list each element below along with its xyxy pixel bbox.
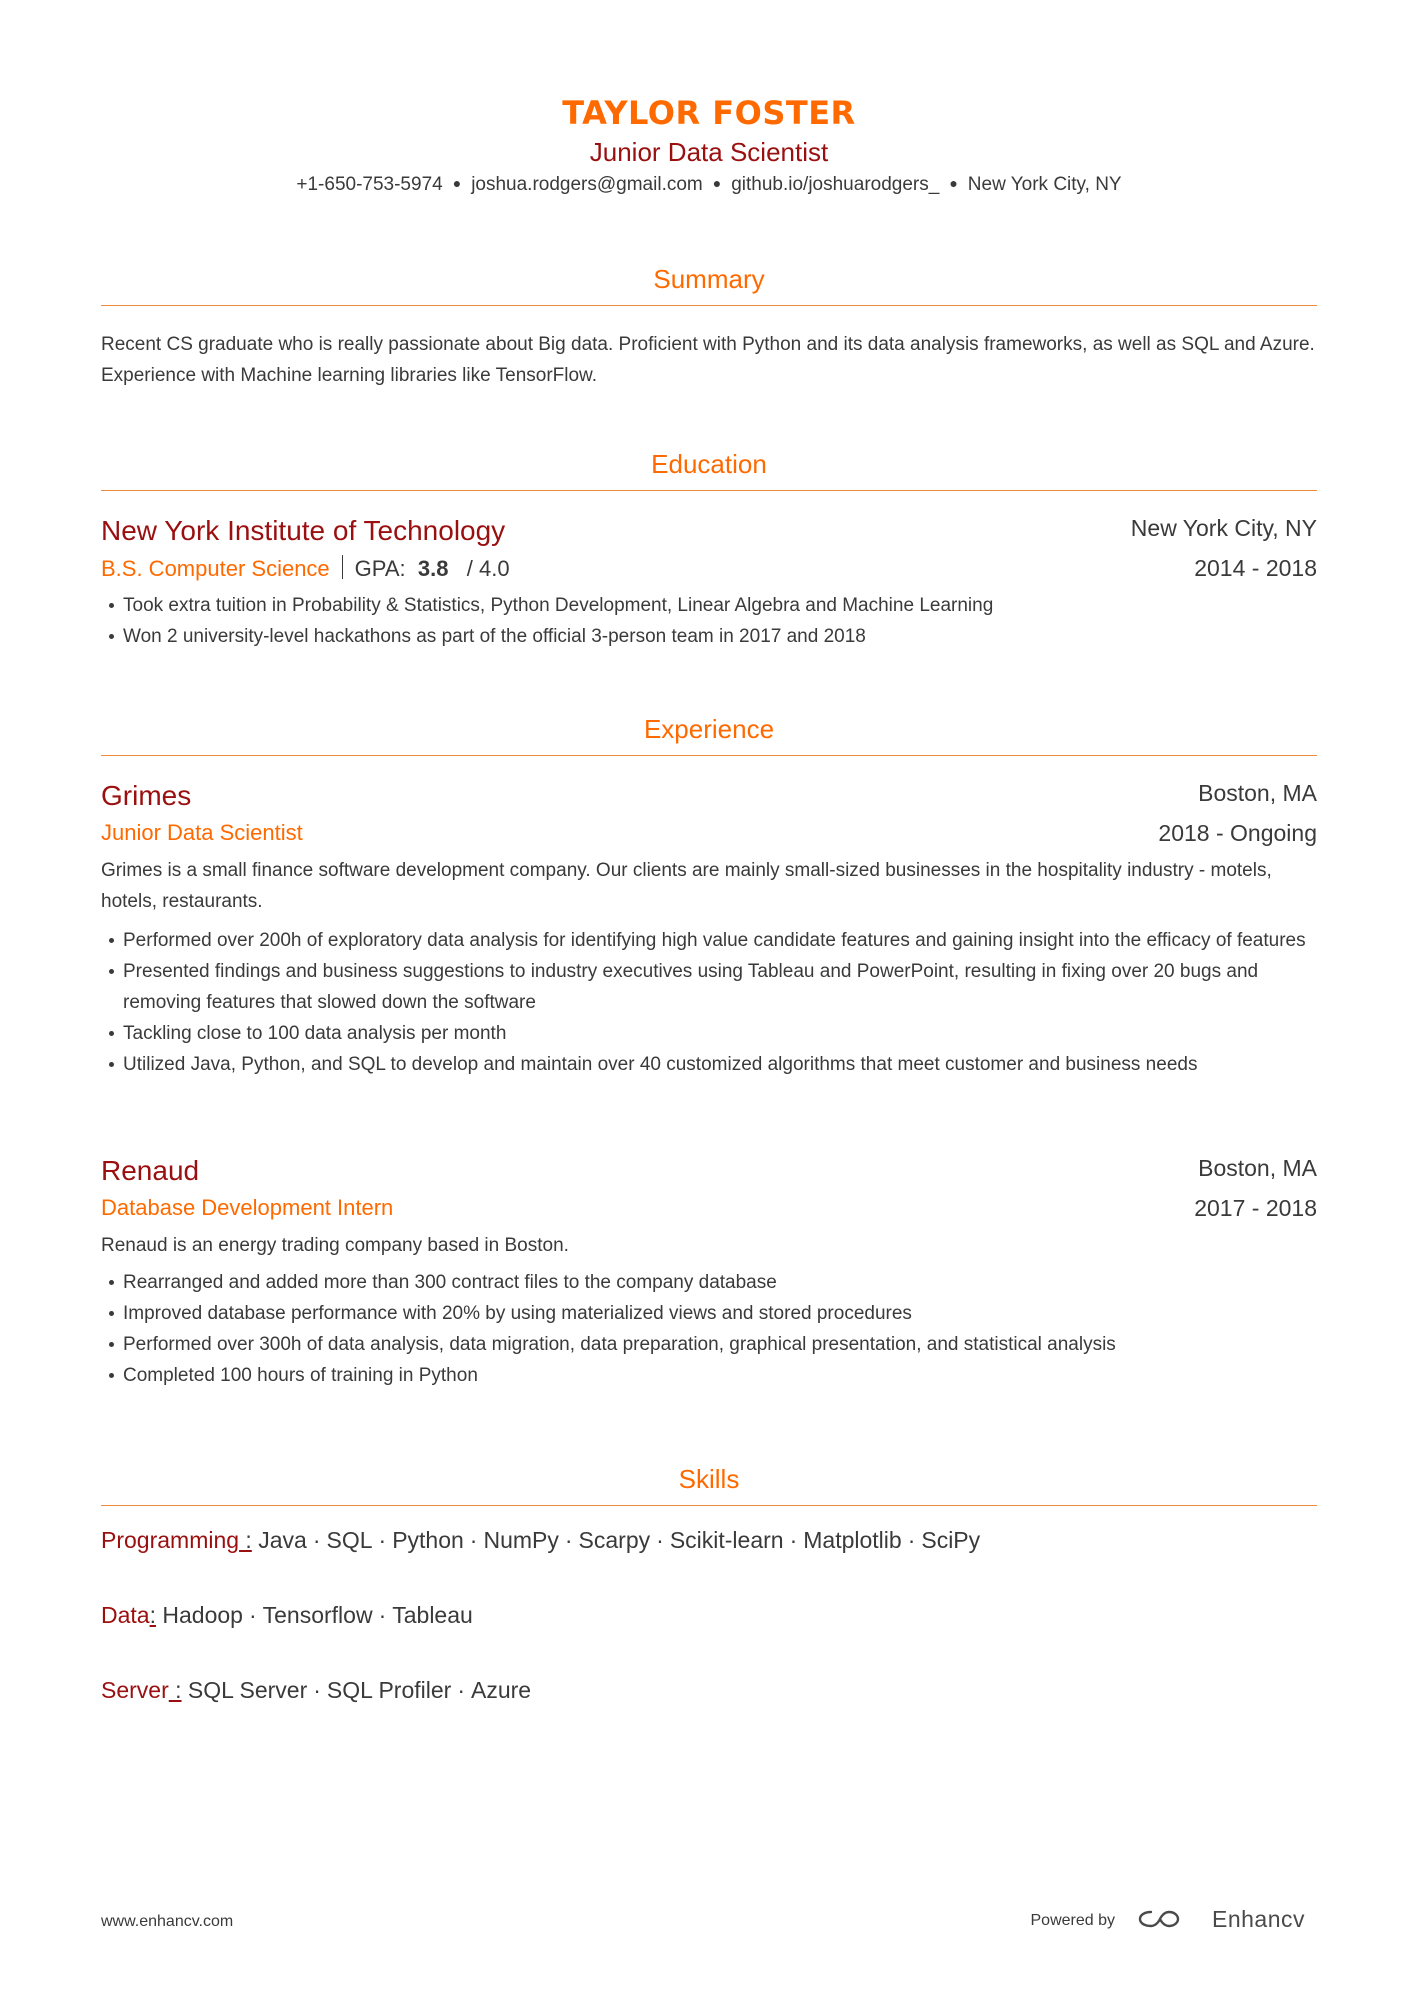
education-bullets <box>101 590 1317 652</box>
list-item: Presented findings and business suggestions to industry executives using Tableau and PowerPoint, resulting in fixing over 20 bugs and removing features that slowed down the software <box>101 956 1317 1018</box>
school-name: New York Institute of Technology <box>101 515 506 546</box>
bullet-dot <box>109 1031 114 1036</box>
education-dates: 2014 - 2018 <box>1194 555 1317 581</box>
job-row-company <box>101 780 1317 814</box>
bullet-dot <box>109 1373 114 1378</box>
job-role: Junior Data Scientist <box>101 820 303 845</box>
candidate-name: TAYLOR FOSTER <box>562 94 856 132</box>
skill-item: Java <box>258 1527 307 1553</box>
enhancv-logo-icon <box>1137 1908 1181 1930</box>
bullet-dot <box>109 634 114 639</box>
skill-item: Tableau <box>392 1602 473 1628</box>
bullet-separator: ● <box>712 174 722 191</box>
list-item: Took extra tuition in Probability & Statistics, Python Development, Linear Algebra and Machine Learning <box>101 590 1317 621</box>
skill-item: Python <box>392 1527 464 1553</box>
skill-colon: : <box>239 1527 252 1553</box>
skill-separator: · <box>378 1602 387 1628</box>
skill-group-programming <box>101 1527 980 1554</box>
skill-item: SciPy <box>921 1527 981 1553</box>
experience-heading: Experience <box>643 714 775 744</box>
brand-name: Enhancv <box>1211 1906 1305 1932</box>
skill-item: SQL Server <box>187 1677 308 1703</box>
skill-colon: : <box>168 1677 182 1703</box>
skill-separator: · <box>789 1527 798 1553</box>
bullet-dot <box>109 969 114 974</box>
skills-divider <box>101 1505 1317 1506</box>
job-row-role <box>101 820 1317 854</box>
bullet-dot <box>109 938 114 943</box>
summary-divider <box>101 305 1317 306</box>
job-row-role <box>101 1195 1317 1229</box>
skill-category: Data <box>101 1602 150 1628</box>
skill-colon: : <box>149 1602 156 1628</box>
list-item: Improved database performance with 20% by using materialized views and stored procedures <box>101 1298 1317 1329</box>
gpa <box>355 556 510 581</box>
bullet-dot <box>109 1280 114 1285</box>
job-row-company <box>101 1155 1317 1189</box>
company-name: Grimes <box>101 780 192 811</box>
phone: +1-650-753-5974 <box>296 174 443 195</box>
skill-category: Programming <box>101 1527 240 1553</box>
education-divider <box>101 490 1317 491</box>
list-item: Tackling close to 100 data analysis per month <box>101 1018 1317 1049</box>
job-description: Grimes is a small finance software development company. Our clients are mainly small-sized businesses in the hospitality industry - motels, hotels, restaurants. <box>101 860 1272 912</box>
summary-text: Recent CS graduate who is really passionate about Big data. Proficient with Python and its data analysis frameworks, as well as SQL and Azure. Experience with Machine learning libraries like TensorFlow. <box>101 334 1315 386</box>
job-location: Boston, MA <box>1198 780 1317 806</box>
skill-item: Scikit-learn <box>669 1527 784 1553</box>
gpa-divider <box>342 555 343 579</box>
skill-category: Server <box>101 1677 169 1703</box>
company-name: Renaud <box>101 1155 200 1186</box>
gpa-value: 3.8 <box>417 556 449 581</box>
education-row-school <box>101 515 1317 549</box>
bullet-dot <box>109 1342 114 1347</box>
job-bullets <box>101 925 1317 1080</box>
list-item: Performed over 200h of exploratory data analysis for identifying high value candidate features and gaining insight into the efficacy of features <box>101 925 1317 956</box>
powered-by-label: Powered by <box>1030 1912 1115 1929</box>
skill-group-server <box>101 1677 531 1704</box>
job-description: Renaud is an energy trading company based in Boston. <box>101 1235 569 1256</box>
email[interactable]: joshua.rodgers@gmail.com <box>471 174 703 195</box>
skill-separator: · <box>248 1602 257 1628</box>
skill-item: NumPy <box>483 1527 559 1553</box>
skill-separator: · <box>469 1527 478 1553</box>
skill-separator: · <box>656 1527 664 1553</box>
skill-separator: · <box>312 1527 321 1553</box>
list-item: Rearranged and added more than 300 contract files to the company database <box>101 1267 1317 1298</box>
bullet-dot <box>109 603 114 608</box>
location: New York City, NY <box>967 174 1122 195</box>
education-heading: Education <box>651 449 767 479</box>
bullet-separator: ● <box>949 174 958 191</box>
list-item: Won 2 university-level hackathons as part of the official 3-person team in 2017 and 2018 <box>101 621 1317 652</box>
skill-item: Hadoop <box>162 1602 243 1628</box>
skill-item: Azure <box>471 1677 532 1703</box>
skill-separator: · <box>457 1677 465 1703</box>
degree-line <box>101 555 510 582</box>
skill-separator: · <box>378 1527 387 1553</box>
skill-item: Scarpy <box>578 1527 651 1553</box>
list-item: Performed over 300h of data analysis, data migration, data preparation, graphical presentation, and statistical analysis <box>101 1329 1317 1360</box>
experience-divider <box>101 755 1317 756</box>
list-item: Completed 100 hours of training in Python <box>101 1360 1317 1391</box>
skill-group-data <box>101 1602 473 1629</box>
skill-item: Matplotlib <box>803 1527 902 1553</box>
skill-separator: · <box>564 1527 573 1553</box>
github-link[interactable]: github.io/joshuarodgers_ <box>731 174 940 195</box>
bullet-dot <box>109 1062 114 1067</box>
gpa-max: / 4.0 <box>466 556 510 581</box>
bullet-separator: ● <box>452 174 462 191</box>
job-location: Boston, MA <box>1198 1155 1317 1181</box>
candidate-title: Junior Data Scientist <box>589 137 829 167</box>
job-bullets <box>101 1267 1317 1391</box>
degree: B.S. Computer Science <box>101 556 330 581</box>
skill-item: SQL <box>326 1527 373 1553</box>
skill-separator: · <box>907 1527 916 1553</box>
gpa-label: GPA: <box>354 556 406 581</box>
skill-separator: · <box>313 1677 321 1703</box>
bullet-dot <box>109 1311 114 1316</box>
job-dates: 2018 - Ongoing <box>1158 820 1317 846</box>
skill-item: SQL Profiler <box>326 1677 452 1703</box>
school-location: New York City, NY <box>1130 515 1317 541</box>
education-row-degree <box>101 555 1317 589</box>
job-dates: 2017 - 2018 <box>1194 1195 1317 1221</box>
skills-heading: Skills <box>678 1464 740 1494</box>
list-item: Utilized Java, Python, and SQL to develop and maintain over 40 customized algorithms that meet customer and business needs <box>101 1049 1317 1080</box>
footer-url[interactable]: www.enhancv.com <box>101 1913 234 1930</box>
job-role: Database Development Intern <box>101 1195 394 1220</box>
summary-heading: Summary <box>653 264 765 294</box>
powered-by[interactable] <box>985 1902 1305 1936</box>
skill-item: Tensorflow <box>262 1602 373 1628</box>
contact-line <box>101 174 1317 196</box>
